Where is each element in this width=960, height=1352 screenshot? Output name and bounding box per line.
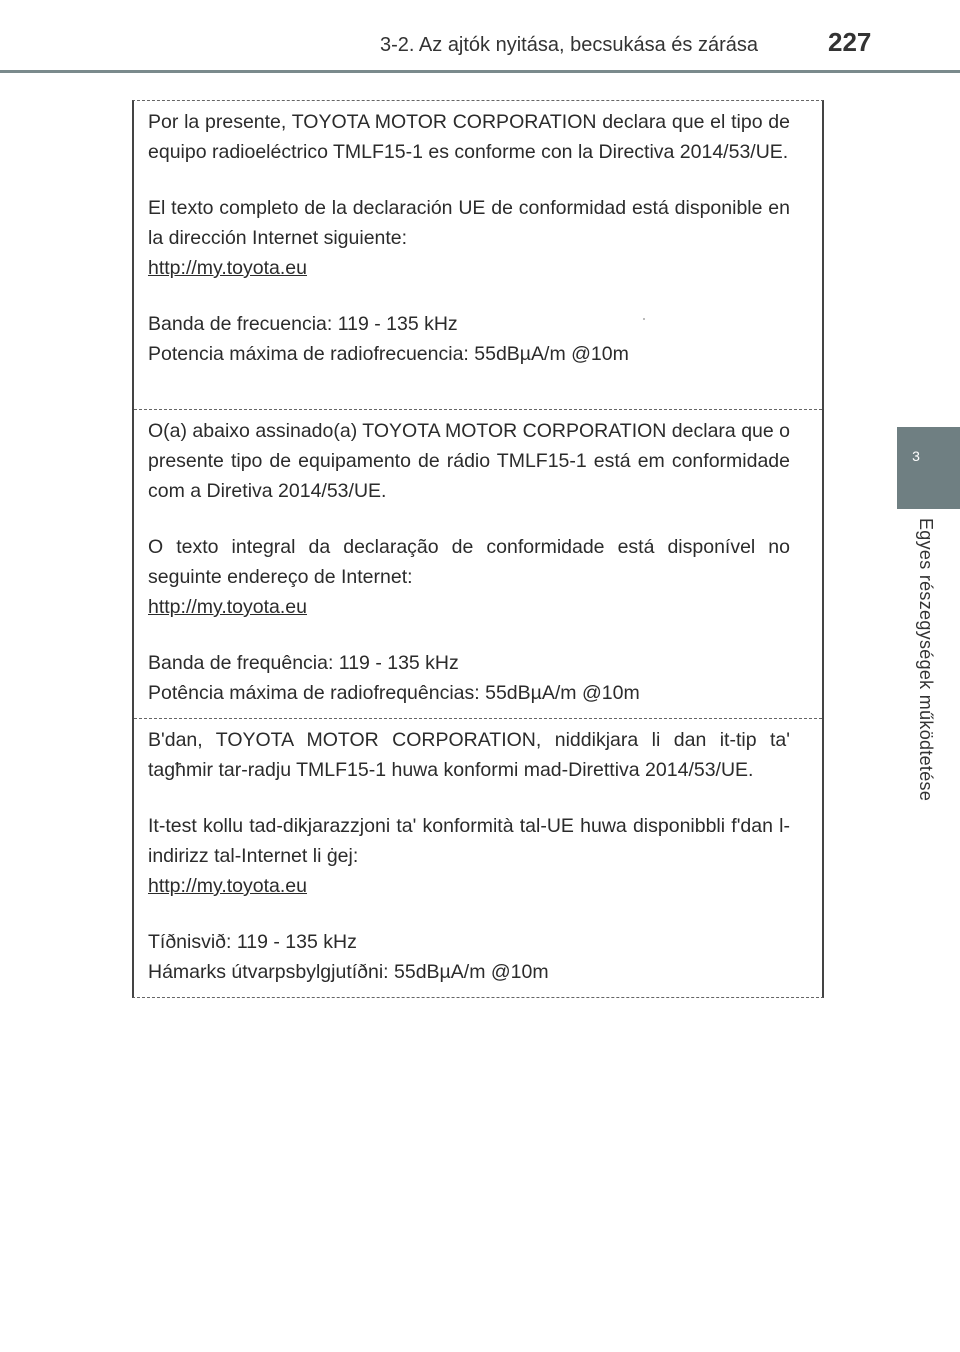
chapter-tab-label: Egyes részegységek működtetése [916, 518, 936, 802]
frequency-band: Banda de frecuencia: 119 - 135 kHz [148, 313, 458, 335]
declaration-text: B'dan, TOYOTA MOTOR CORPORATION, niddikjara li dan it-tip ta' tagħmir tar-radju TMLF15-1 huwa konformi mad-Direttiva 2014/53/UE. [148, 729, 790, 781]
availability-text: O texto integral da declaração de conformidade está disponível no seguinte endereço de Internet: [148, 536, 790, 588]
chapter-tab-number: 3 [912, 448, 920, 464]
declaration-section-maltese [134, 718, 822, 999]
header-rule [0, 70, 960, 73]
declaration-text: Por la presente, TOYOTA MOTOR CORPORATION declara que el tipo de equipo radioeléctrico TMLF15-1 es conforme con la Directiva 2014/53/UE. [148, 111, 790, 163]
frequency-band: Tíðnisvið: 119 - 135 kHz [148, 931, 357, 953]
scan-speck [643, 318, 645, 320]
max-power: Potencia máxima de radiofrecuencia: 55dBµA/m @10m [148, 343, 629, 365]
declaration-box [132, 100, 824, 998]
declaration-text: O(a) abaixo assinado(a) TOYOTA MOTOR CORPORATION declara que o presente tipo de equipamento de rádio TMLF15-1 está em conformidade com a Diretiva 2014/53/UE. [148, 420, 790, 502]
chapter-title: 3-2. Az ajtók nyitása, becsukása és zárása [380, 34, 758, 56]
availability-text: El texto completo de la declaración UE de conformidad está disponible en la dirección Internet siguiente: [148, 197, 790, 249]
availability-text: It-test kollu tad-dikjarazzjoni ta' konformità tal-UE huwa disponibbli f'dan l-indirizz tal-Internet li ġej: [148, 815, 790, 867]
declaration-link[interactable]: http://my.toyota.eu [148, 257, 307, 279]
declaration-section-spanish [134, 101, 822, 409]
declaration-link[interactable]: http://my.toyota.eu [148, 596, 307, 618]
page-number: 227 [828, 27, 872, 57]
declaration-link[interactable]: http://my.toyota.eu [148, 875, 307, 897]
frequency-band: Banda de frequência: 119 - 135 kHz [148, 652, 459, 674]
declaration-section-portuguese [134, 409, 822, 718]
max-power: Potência máxima de radiofrequências: 55dBµA/m @10m [148, 682, 640, 704]
max-power: Hámarks útvarpsbylgjutíðni: 55dBµA/m @10m [148, 961, 549, 983]
chapter-tab [897, 427, 960, 509]
